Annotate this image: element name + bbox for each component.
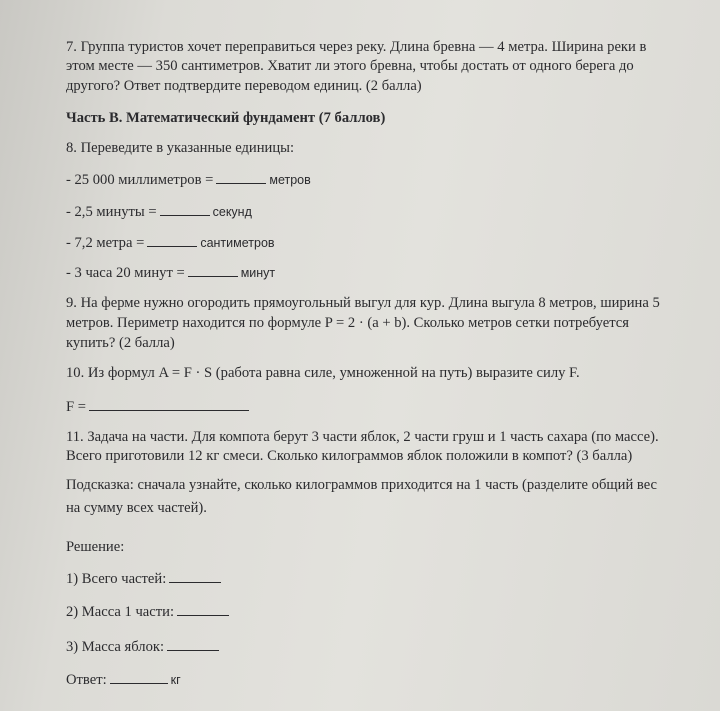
- q11-answer-label: Ответ:: [66, 672, 107, 688]
- q8-item-2: [66, 203, 690, 222]
- q11-step-2: [66, 603, 690, 622]
- answer-blank[interactable]: [89, 398, 249, 411]
- q8-item-1: [66, 171, 690, 190]
- q8-item-1-text: - 25 000 миллиметров =: [66, 172, 214, 188]
- answer-blank[interactable]: [147, 234, 197, 247]
- answer-blank[interactable]: [216, 171, 266, 184]
- q11-answer: [66, 671, 690, 690]
- q11-answer-unit: кг: [170, 673, 181, 687]
- q8-item-3-unit: сантиметров: [200, 236, 275, 250]
- q11-line-1: 11. Задача на части. Для компота берут 3 части яблок, 2 части груш и 1 часть сахара (по массе).: [66, 429, 659, 445]
- answer-blank[interactable]: [188, 264, 238, 277]
- q11-step-3: [66, 638, 690, 657]
- q11-line-2: Всего приготовили 12 кг смеси. Сколько килограммов яблок положили в компот? (3 балла): [66, 448, 633, 464]
- q8-title: 8. Переведите в указанные единицы:: [66, 140, 294, 156]
- q11-solution-label: Решение:: [66, 539, 125, 555]
- q11-hint-line-1: Подсказка: сначала узнайте, сколько килограммов приходится на 1 часть (разделите общий вес: [66, 477, 658, 493]
- answer-blank[interactable]: [177, 603, 229, 616]
- q7-line-1: 7. Группа туристов хочет переправиться через реку. Длина бревна — 4 метра. Ширина реки в: [66, 39, 647, 55]
- q8-item-4-text: - 3 часа 20 минут =: [66, 265, 185, 281]
- q11-step-3-text: 3) Масса яблок:: [66, 639, 165, 655]
- q8-item-2-text: - 2,5 минуты =: [66, 204, 157, 220]
- q9-line-1: 9. На ферме нужно огородить прямоугольный выгул для кур. Длина выгула 8 метров, ширина 5: [66, 295, 660, 311]
- q8-item-4: [66, 264, 690, 283]
- answer-blank[interactable]: [169, 570, 221, 583]
- q8-item-4-unit: минут: [240, 266, 276, 280]
- q11-step-2-text: 2) Масса 1 части:: [66, 604, 174, 620]
- part-b-heading: Часть В. Математический фундамент (7 баллов): [66, 110, 386, 126]
- q7-line-2: этом месте — 350 сантиметров. Хватит ли этого бревна, чтобы достать от одного берега до: [66, 58, 634, 74]
- q10-answer-label: F =: [66, 399, 86, 415]
- q11-step-1-text: 1) Всего частей:: [66, 571, 167, 587]
- q9-line-3: купить? (2 балла): [66, 335, 175, 351]
- q10-answer: [66, 398, 690, 417]
- q8-item-1-unit: метров: [269, 173, 311, 187]
- q10-line-1: 10. Из формул A = F · S (работа равна силе, умноженной на путь) выразите силу F.: [66, 365, 580, 381]
- q11-hint-line-2: на сумму всех частей).: [66, 500, 207, 516]
- q7-line-3: другого? Ответ подтвердите переводом единиц. (2 балла): [66, 78, 422, 94]
- answer-blank[interactable]: [167, 638, 219, 651]
- q11-step-1: [66, 570, 690, 589]
- answer-blank[interactable]: [160, 203, 210, 216]
- q8-item-2-unit: секунд: [212, 205, 252, 219]
- q8-item-3-text: - 7,2 метра =: [66, 235, 145, 251]
- q8-item-3: [66, 234, 690, 253]
- answer-blank[interactable]: [110, 671, 168, 684]
- q9-line-2: метров. Периметр находится по формуле P = 2 · (a + b). Сколько метров сетки потребуется: [66, 315, 629, 331]
